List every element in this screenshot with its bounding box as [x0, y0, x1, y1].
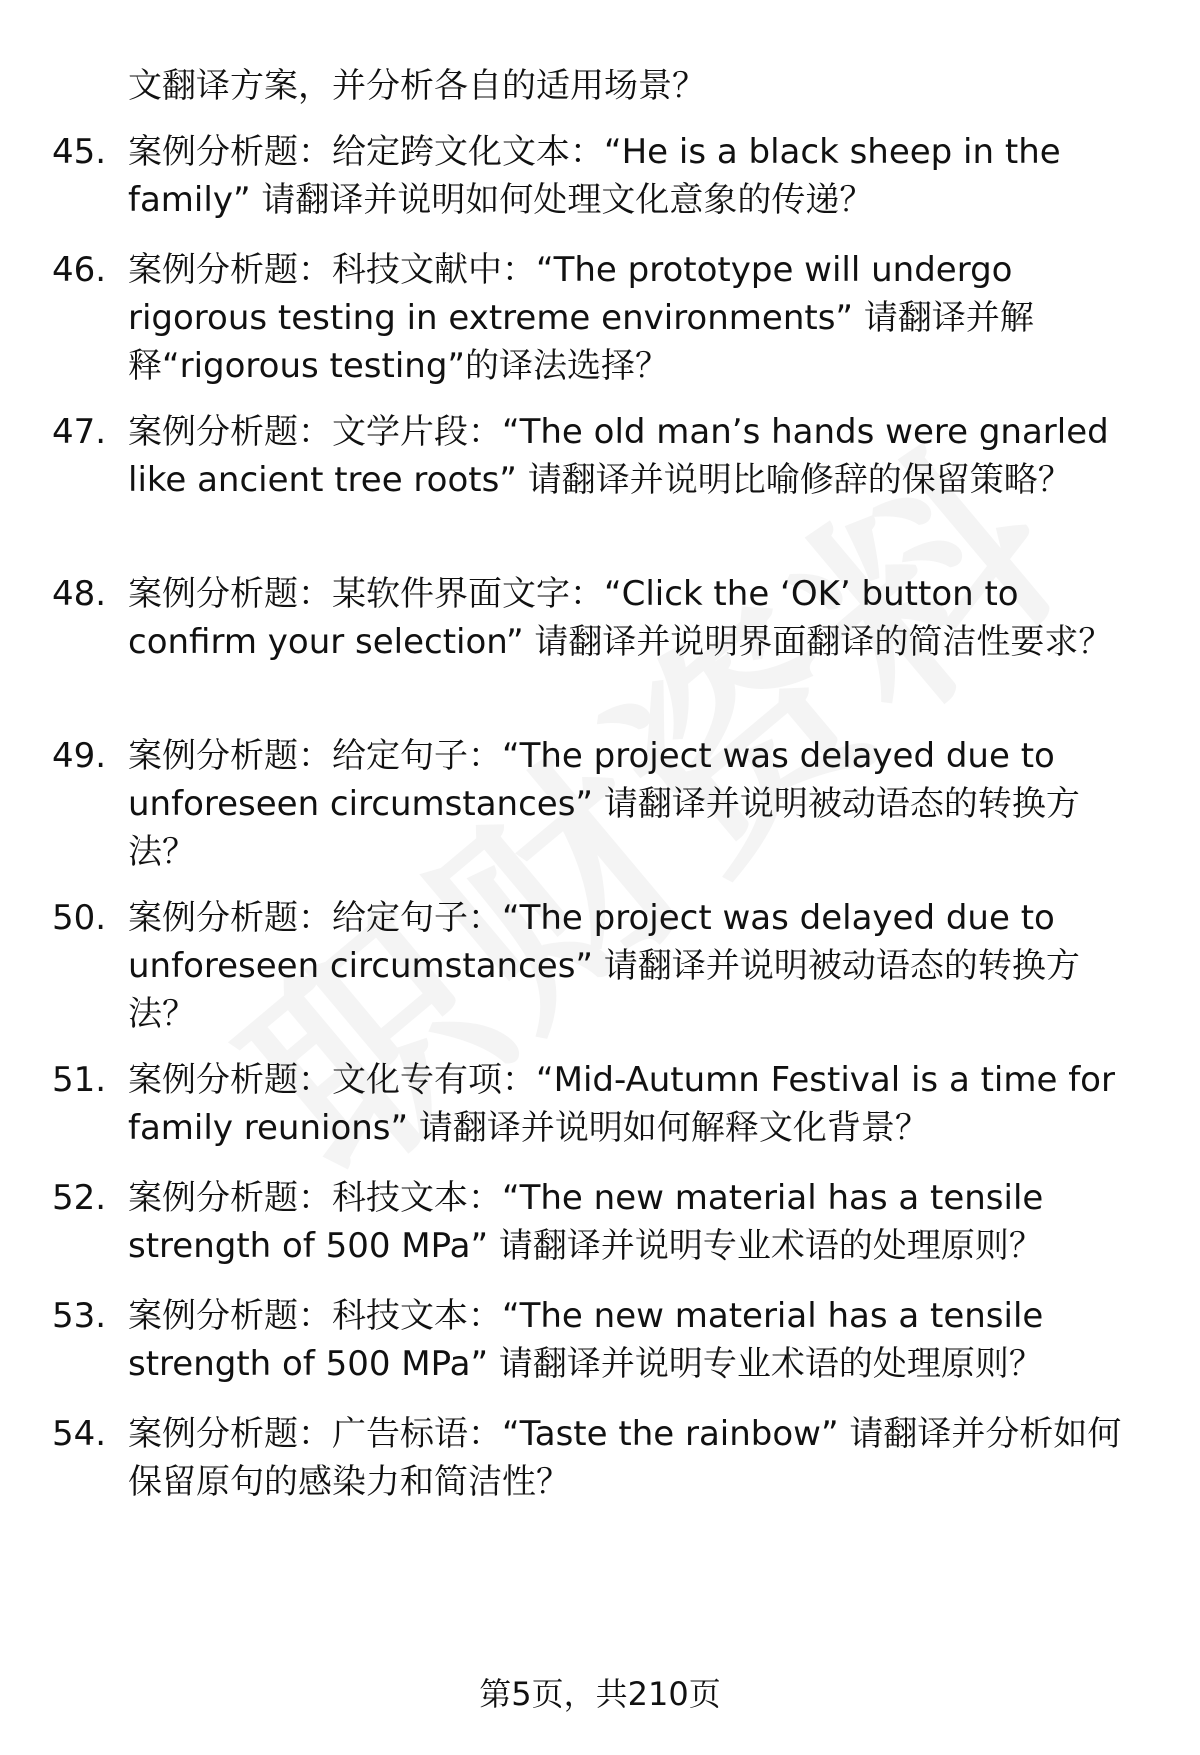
question-46 — [52, 246, 1142, 390]
question-48 — [52, 570, 1142, 666]
question-50 — [52, 894, 1142, 1038]
question-45 — [52, 128, 1142, 224]
question-number: 50. — [52, 898, 107, 938]
question-text: 案例分析题：给定跨文化文本：“He is a black sheep in the family” 请翻译并说明如何处理文化意象的传递？ — [128, 132, 1061, 220]
question-number: 53. — [52, 1296, 107, 1336]
question-text: 案例分析题：给定句子：“The project was delayed due to unforeseen circumstances” 请翻译并说明被动语态的转换方法？ — [128, 736, 1080, 872]
question-text: 案例分析题：科技文献中：“The prototype will undergo rigorous testing in extreme environments” 请翻译并解释“rigorous testing”的译法选择？ — [128, 250, 1034, 386]
question-number: 51. — [52, 1060, 107, 1100]
question-number: 46. — [52, 250, 107, 290]
question-47 — [52, 408, 1142, 504]
question-text: 案例分析题：给定句子：“The project was delayed due to unforeseen circumstances” 请翻译并说明被动语态的转换方法？ — [128, 898, 1080, 1034]
question-text: 案例分析题：广告标语：“Taste the rainbow” 请翻译并分析如何保留原句的感染力和简洁性？ — [128, 1414, 1122, 1502]
question-text: 案例分析题：某软件界面文字：“Click the ‘OK’ button to confirm your selection” 请翻译并说明界面翻译的简洁性要求？ — [128, 574, 1113, 662]
question-52 — [52, 1174, 1142, 1270]
question-text: 案例分析题：文化专有项：“Mid-Autumn Festival is a time for family reunions” 请翻译并说明如何解释文化背景？ — [128, 1060, 1115, 1148]
question-number: 49. — [52, 736, 107, 776]
continuation-text: 文翻译方案，并分析各自的适用场景？ — [128, 66, 706, 106]
question-text: 案例分析题：文学片段：“The old man’s hands were gnarled like ancient tree roots” 请翻译并说明比喻修辞的保留策略？ — [128, 412, 1109, 500]
question-number: 48. — [52, 574, 107, 614]
question-49 — [52, 732, 1142, 876]
question-number: 52. — [52, 1178, 107, 1218]
question-number: 45. — [52, 132, 107, 172]
question-51 — [52, 1056, 1142, 1152]
page-footer: 第5页，共210页 — [479, 1675, 721, 1713]
question-53 — [52, 1292, 1142, 1388]
question-number: 47. — [52, 412, 107, 452]
question-number: 54. — [52, 1414, 107, 1454]
question-text: 案例分析题：科技文本：“The new material has a tensile strength of 500 MPa” 请翻译并说明专业术语的处理原则？ — [128, 1178, 1044, 1266]
question-text: 案例分析题：科技文本：“The new material has a tensile strength of 500 MPa” 请翻译并说明专业术语的处理原则？ — [128, 1296, 1044, 1384]
question-54 — [52, 1410, 1142, 1506]
